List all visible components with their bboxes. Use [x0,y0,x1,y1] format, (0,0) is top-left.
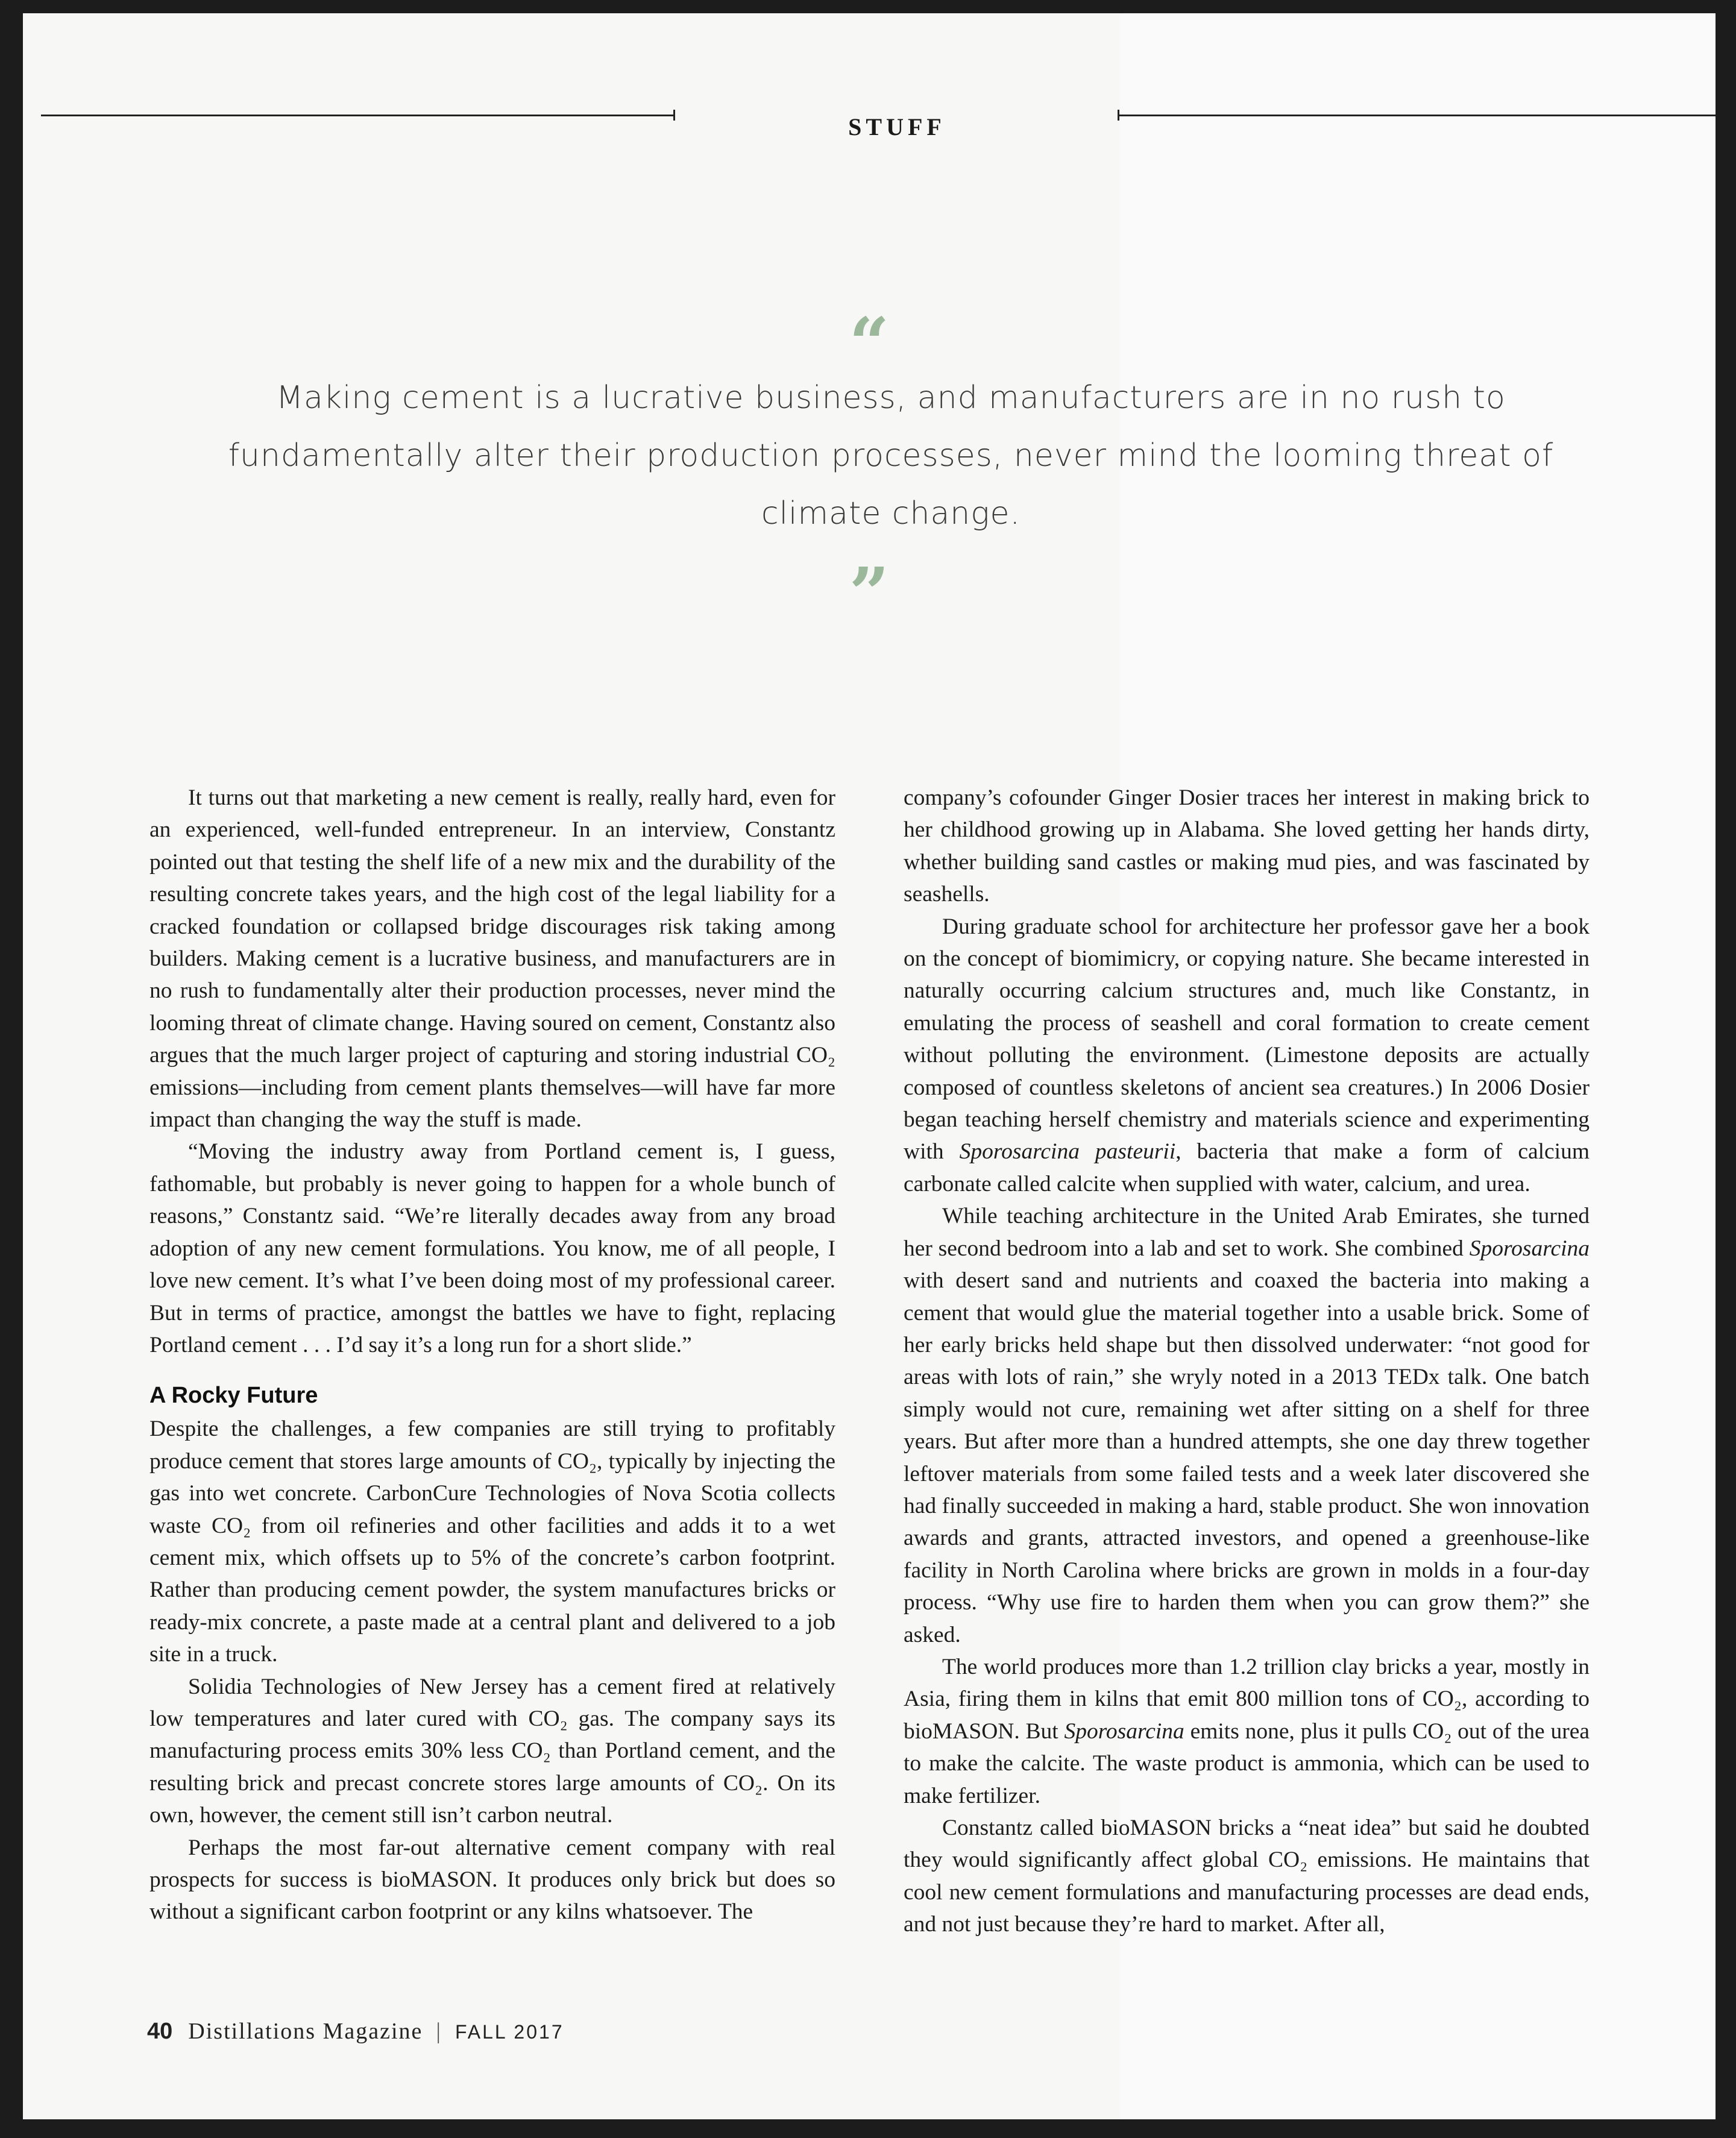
close-quote-icon: ” [849,553,890,635]
header-rule-right [1118,115,1716,116]
text-run: During graduate school for architecture her professor gave her a book on the concept of biomimicry, or copying nature. She became interested in naturally occurring calcium structures and, much like Constantz, in emulating the process of seashell and coral formation to create cement without polluting the environment. (Limestone deposits are actually composed of countless skeletons of ancient sea creatures.) In 2006 Dosier began teaching herself chemistry and materials science and experimenting with [904,914,1590,1165]
paragraph: Perhaps the most far-out alternative cement company with real prospects for success is bioMASON. It produces only brick but does so without a significant carbon footprint or any kilns whatsoever. The [149,1835,835,1925]
open-quote-icon: “ [849,303,890,385]
text-run: , bacteria that make a form of calcium carbonate called calcite when supplied with water, calcium, and urea. [904,1139,1590,1196]
magazine-page [23,13,1716,2119]
paragraph: It turns out that marketing a new cement is really, really hard, even for an experienced, well-funded entrepreneur. In an interview, Constantz pointed out that testing the shelf life of a new mix and the durability of the resulting concrete takes years, and the high cost of the legal liability for a cracked foundation or collapsed bridge discourages risk taking among builders. Making cement is a lucrative business, and manufacturers are in no rush to fundamentally alter their production processes, never mind the looming threat of climate change. Having soured on cement, Constantz also argues that the much larger project of capturing and storing industrial CO₂ emissions—including from cement plants themselves—will have far more impact than changing the way the stuff is made. [149,785,835,1133]
magazine-name: Distillations Magazine [188,2019,423,2044]
section-heading: A Rocky Future [149,1383,318,1409]
species-name: Sporosarcina [1469,1236,1590,1261]
paragraph [904,1651,1590,1812]
article-column-left [149,782,835,1928]
species-name: Sporosarcina [1064,1718,1184,1744]
paragraph: company’s cofounder Ginger Dosier traces her interest in making brick to her childhood growing up in Alabama. She loved getting her hands dirty, whether building sand castles or making mud pies, and was fascinated by seashells. [904,785,1590,907]
pull-quote: Making cement is a lucrative business, and manufacturers are in no rush to fundamentally alter their production processes, never mind the looming threat of climate change. [228,380,1554,532]
text-run: The world produces more than 1.2 trillion clay bricks a year, mostly in Asia, firing them in kilns that emit 800 million tons of CO₂, according to bioMASON. But [904,1654,1590,1744]
header-rule-left [41,115,675,116]
paragraph [904,1200,1590,1651]
article-column-right [904,782,1590,1941]
paragraph: Solidia Technologies of New Jersey has a cement fired at relatively low temperatures and later cured with CO₂ gas. The company says its manufacturing process emits 30% less CO₂ than Portland cement, and the resulting brick and precast concrete stores large amounts of CO₂. On its own, however, the cement still isn’t carbon neutral. [149,1674,835,1828]
paragraph: Constantz called bioMASON bricks a “neat idea” but said he doubted they would significantly affect global CO₂ emissions. He maintains that cool new cement formulations and manufacturing processes are dead ends, and not just because they’re hard to market. After all, [904,1816,1590,1937]
footer-separator: | [436,2019,442,2044]
page-number: 40 [147,2019,173,2044]
text-run: with desert sand and nutrients and coaxed the bacteria into making a cement that would glue the material together into a usable brick. Some of her early bricks held shape but then dissolved underwater: “not good for areas with lots of rain,” she wryly noted in a 2013 TEDx talk. One batch simply would not cure, remaining wet after sitting on a shelf for three years. But after more than a hundred attempts, she one day threw together leftover materials from some failed tests and a week later discovered she had finally succeeded in making a hard, stable product. She won innovation awards and grants, attracted investors, and opened a greenhouse-like facility in North Carolina where bricks are grown in molds in a four-day process. “Why use fire to harden them when you can grow them?” she asked. [904,1268,1590,1647]
paragraph [904,911,1590,1201]
text-run: emits none, plus it pulls CO₂ out of the urea to make the calcite. The waste product is ammonia, which can be used to make fertilizer. [904,1718,1590,1808]
section-label: STUFF [848,113,946,140]
paragraph: Despite the challenges, a few companies are still trying to profitably produce cement that stores large amounts of CO₂, typically by injecting the gas into wet concrete. CarbonCure Technologies of Nova Scotia collects waste CO₂ from oil refineries and other facilities and adds it to a wet cement mix, which offsets up to 5% of the concrete’s carbon footprint. Rather than producing cement powder, the system manufactures bricks or ready-mix concrete, a paste made at a central plant and delivered to a job site in a truck. [149,1416,835,1667]
text-run: While teaching architecture in the United Arab Emirates, she turned her second bedroom into a lab and set to work. She combined [904,1204,1590,1261]
species-name: Sporosarcina pasteurii [959,1139,1176,1165]
issue-date: FALL 2017 [455,2021,564,2043]
page-footer [147,2018,564,2045]
paragraph: “Moving the industry away from Portland cement is, I guess, fathomable, but probably is never going to happen for a whole bunch of reasons,” Constantz said. “We’re literally decades away from any broad adoption of any new cement formulations. You know, me of all people, I love new cement. It’s what I’ve been doing most of my professional career. But in terms of practice, amongst the battles we have to fight, replacing Portland cement . . . I’d say it’s a long run for a short slide.” [149,1139,835,1357]
header-rule-cap-left [673,110,675,121]
